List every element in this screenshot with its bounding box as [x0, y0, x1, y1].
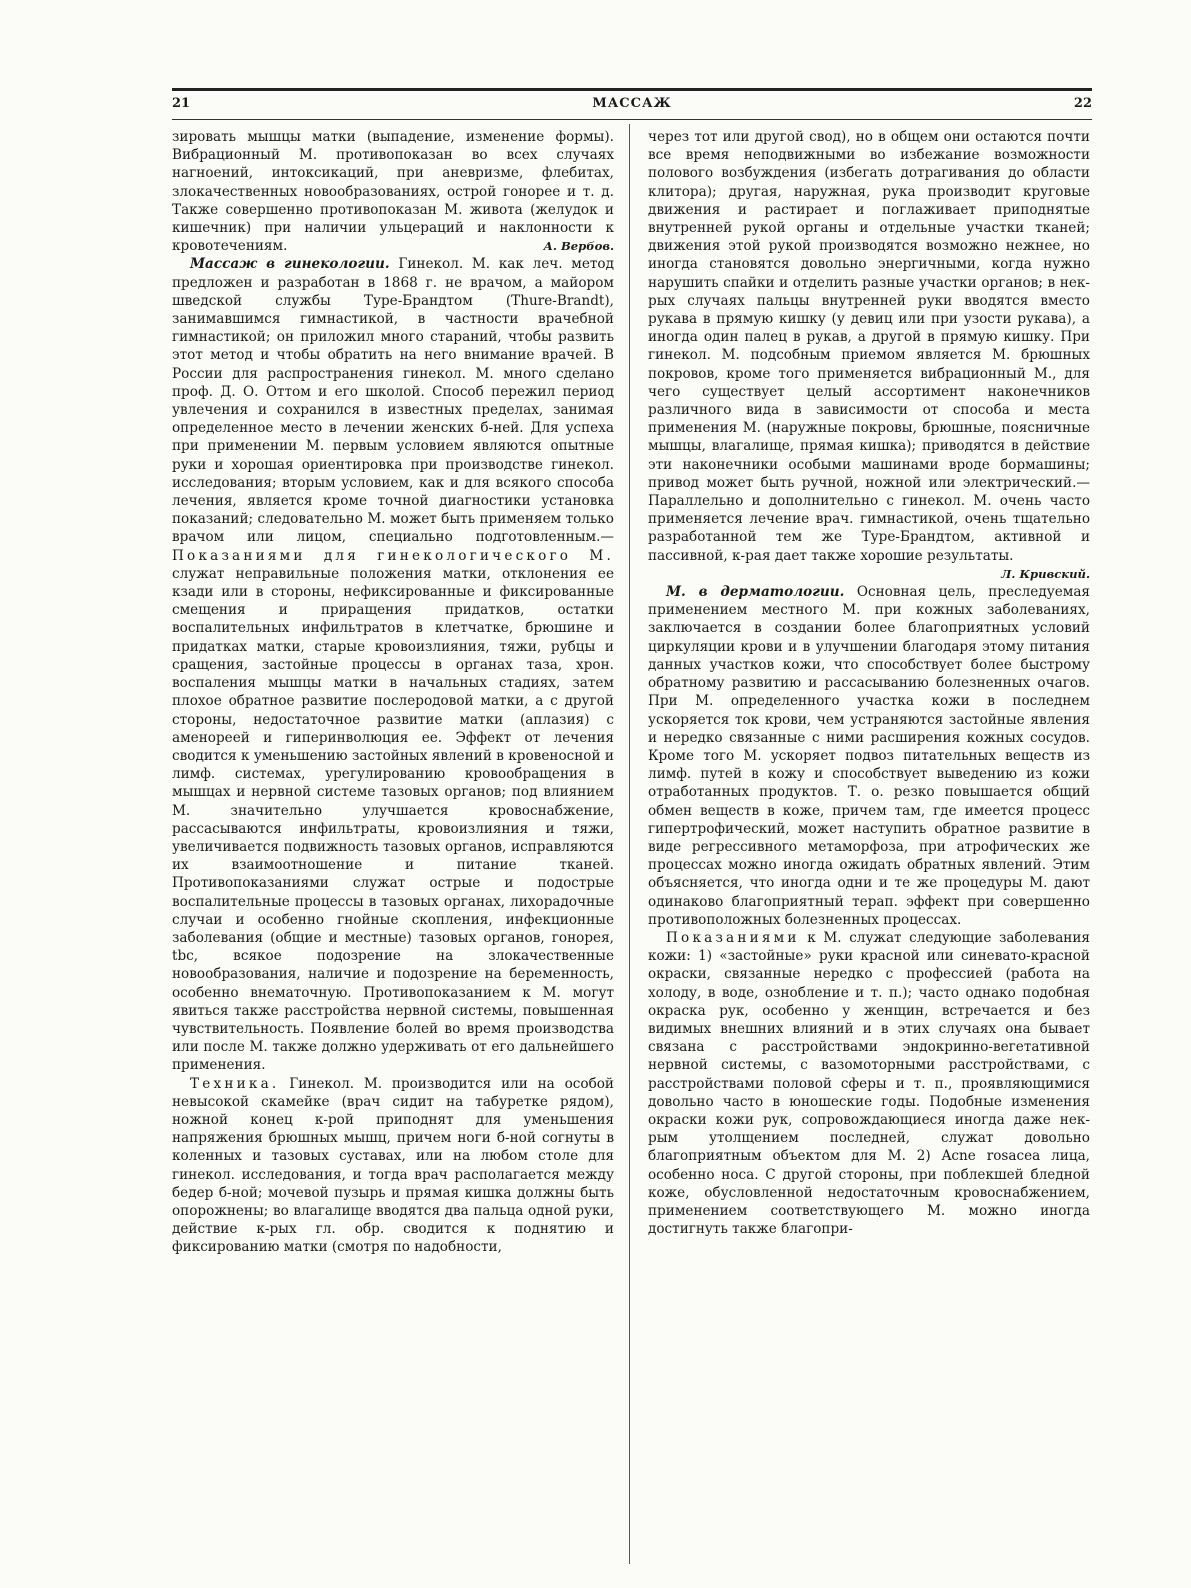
paragraph-technique-continued: [648, 128, 1090, 581]
section-gynecology: [172, 255, 614, 1074]
right-column: [648, 128, 1090, 1238]
running-title: МАССАЖ: [592, 96, 672, 111]
top-rule: [172, 88, 1092, 91]
author-signature: А. Вербов.: [543, 239, 614, 254]
header-rule: [172, 119, 1092, 120]
paragraph-indications: [648, 929, 1090, 1238]
section-dermatology: [648, 583, 1090, 929]
paragraph-text: Гинекол. М. как леч. метод предложен и разработан в 1868 г. не врачом, а майором шведской службы Туре-Брандтом (Thure-Brandt), занимавшимся гимнастикой, в частности врачебной гимнастикой; он приложил много стараний, чтобы развить этот метод и чтобы обратить на него внимание врачей. В России для распространения гинекол. М. много сделано проф. Д. О. Оттом и его школой. Способ пережил период увлечения и сохранился в известных пределах, занимая определенное место в лечении женских б-ней. Для успеха при применении М. первым условием являются опытные руки и хорошая ориентировка при производстве гинекол. исследования; вторым условием, как и для всякого способа лечения, является кроме точной диагностики установка показаний; следовательно М. может быть применяем только врачом или лицом, специально подготовленным.—: [172, 256, 614, 546]
paragraph-text: через тот или другой свод), но в общем они остаются почти все время неподвижными во избежание возможности полового возбуждения (избегать дотрагивания до области клитора); другая, наружная, рука производит круговые движения и растирает и поглаживает приподнятые внутренней рукой органы и отдельные участки тканей; движения этой рукой производятся возможно нежнее, но иногда становятся довольно энергичными, когда нужно нарушить спайки и отделить разные участки органов; в нек-рых случаях пальцы внутренней руки вводятся вместо рукава в прямую кишку (у девиц или при узости рукава), а иногда один палец в рукав, а другой в прямую кишку. При гинекол. М. подсобным приемом является М. брюшных покровов, кроме того применяется вибрационный М., для чего существует целый ассортимент наконечников различного вида в зависимости от способа и места применения М. (наружные покровы, брюшные, поясничные мышцы, влагалище, прямая кишка); приводятся в действие эти наконечники особыми машинами вроде бормашины; привод может быть ручной, ножной или электрический.—Параллельно и дополнительно с гинекол. М. очень часто применяется лечение врач. гимнастикой, очень тщательно разработанной тем же Туре-Брандтом, активной и пассивной, к-рая дает также хорошие результаты.: [648, 129, 1090, 564]
paragraph-technique: [172, 1075, 614, 1257]
spaced-term: Техника.: [190, 1075, 280, 1092]
left-column: [172, 128, 614, 1257]
paragraph-text: Основная цель, преследуемая применением местного М. при кожных заболеваниях, заключается в создании более благоприятных условий циркуляции крови и в улучшении благодаря этому питания данных участков кожи, что способствует более быстрому обратному развитию и рассасыванию болезненных очагов. При М. определенного участка кожи в последнем ускоряется ток крови, чем устраняются застойные явления и нередко связанные с ними расширения кожных сосудов. Кроме того М. ускоряет подвоз питательных веществ из лимф. путей в кожу и способствует выведению из кожи отработанных продуктов. Т. о. резко повышается общий обмен веществ в коже, причем там, где имеется процесс гипертрофический, может наступить обратное развитие в виде регрессивного метаморфоза, при атрофических же процессах можно иногда ожидать обратных явлений. Этим объясняется, что иногда одни и те же процедуры М. дают одинаково благоприятный терап. эффект при совершенно противоположных болезненных процессах.: [648, 584, 1091, 928]
paragraph-text: зировать мышцы матки (выпадение, изменение формы). Вибрационный М. противопоказан во всех случаях нагноений, интоксикаций, при аневризме, флебитах, злокачественных новообразованиях, острой гонорее и т. д. Также совершенно противопоказан М. живота (желудок и кишечник) при наличии ульцераций и наклонности к кровотечениям.: [172, 129, 614, 255]
section-heading: М. в дерматологии.: [666, 584, 845, 601]
section-heading: Массаж в гинекологии.: [190, 256, 390, 273]
paragraph-vibration-contraindications: [172, 128, 614, 255]
paragraph-text: Гинекол. М. производится или на особой невысокой скамейке (врач сидит на табуретке рядом), ножной конец к-рой приподнят для уменьшения напряжения брюшных мышц, причем ноги б-ной согнуты в коленных и тазовых суставах, или на любом столе для гинекол. исследования, и тогда врач располагается между бедер б-ной; мочевой пузырь и прямая кишка должны быть опорожнены; во влагалище вводятся два пальца одной руки, действие к-рых гл. обр. сводится к поднятию и фиксированию матки (смотря по надобности,: [172, 1075, 614, 1256]
paragraph-text: к М. служат следующие заболевания кожи: 1) «застойные» руки красной или синевато-красной окраски, связанные нередко с профессией (работа на холоду, в воде, ознобление и т. п.); часто однако подобная окраска рук, особенно у женщин, встречается и без видимых внешних влияний и в этих случаях она бывает связана с расстройствами эндокринно-вегетативной нервной системы, с вазомоторными расстройствами, с расстройствами половой сферы и т. п., проявляющимися довольно часто в юношеские годы. Подобные изменения окраски кожи рук, сопровождающиеся иногда даже нек-рым утолщением последней, служат довольно благоприятным объектом для М. 2) Acne rosacea лица, особенно носа. С другой стороны, при поблекшей бледной коже, обусловленной недостаточным кровоснабжением, применением соответствующего М. можно иногда достигнуть также благопри-: [648, 929, 1090, 1238]
page-number-left: 21: [172, 96, 191, 111]
column-divider: [629, 124, 630, 1564]
paragraph-text: служат неправильные положения матки, отклонения ее кзади или в стороны, нефиксированные и фиксированные смещения и приращения придатков, остатки воспалительных инфильтратов в клетчатке, брюшине и придатках матки, старые кровоизлияния, тяжи, рубцы и сращения, застойные процессы в органах таза, хрон. воспаления мышцы матки в начальных стадиях, затем плохое обратное развитие послеродовой матки, а с другой стороны, недостаточное развитие матки (аплазия) с аменореей и гиперинволюция ее. Эффект от лечения сводится к уменьшению застойных явлений в кровеносной и лимф. системах, урегулированию кровообращения в мышцах и нервной системе тазовых органов; под влиянием М. значительно улучшается кровоснабжение, рассасываются инфильтраты, кровоизлияния и тяжи, увеличивается подвижность тазовых органов, исправляются их взаимоотношение и питание тканей. Противопоказаниями служат острые и подострые воспалительные процессы в тазовых органах, лихорадочные случаи и особенно гнойные скопления, инфекционные заболевания (общие и местные) тазовых органов, гонорея, tbc, всякое подозрение на злокачественные новообразования, наличие и подозрение на беременность, особенно внематочную. Противопоказанием к М. могут явиться также расстройства нервной системы, повышенная чувствительность. Появление болей во время производства или после М. также должно удерживать от его дальнейшего применения.: [172, 565, 614, 1074]
page-number-right: 22: [1073, 96, 1092, 111]
spaced-term: Показаниями: [666, 929, 800, 946]
spaced-term: Показаниями для гинекологического М.: [172, 547, 614, 564]
author-signature: Л. Кривский.: [1001, 566, 1090, 581]
running-head: [172, 96, 1092, 116]
